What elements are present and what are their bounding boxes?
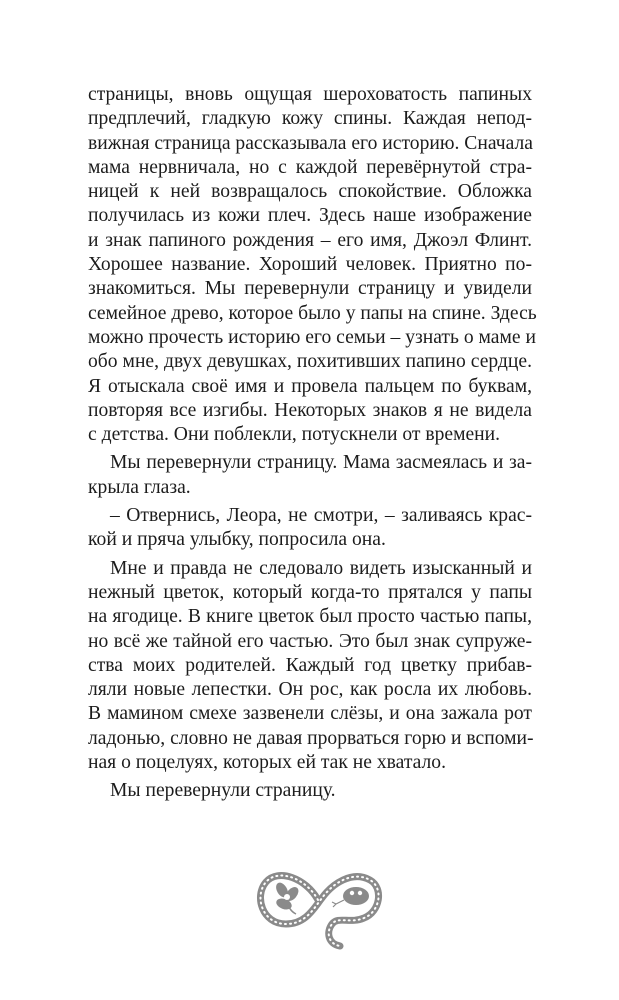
text-line: крыла глаза. [88,476,191,498]
text-line: Я отыскала своё имя и провела пальцем по буквам, [88,375,532,397]
text-line: с детства. Они поблекли, потускнели от времени. [88,424,501,446]
paragraph [88,83,537,447]
text-line: знакомиться. Мы перевернули страницу и увидели [88,278,532,300]
paragraph [88,557,532,776]
text-line: можно прочесть историю его семьи – узнать о маме и [88,326,536,348]
serpent-flower-ornament-icon [248,850,388,950]
text-line: нежный цветок, который когда-то прятался у папы [88,581,532,603]
text-line: В мамином смехе зазвенели слёзы, и она зажала рот [88,703,532,725]
text-line: ства моих родителей. Каждый год цветку прибав- [88,654,532,676]
text-line: повторяя все изгибы. Некоторых знаков я не видела [88,399,532,421]
text-line: Хорошее название. Хороший человек. Приятно по- [88,254,532,276]
text-line: страницы, вновь ощущая шероховатость папиных [88,84,532,105]
text-line: Мы перевернули страницу. [110,780,336,802]
text-line: семейное древо, которое было у папы на спине. Здесь [88,302,537,324]
text-line: кой и пряча улыбку, попросила она. [88,529,386,551]
text-line: мама нервничала, но с каждой перевёрнутой стра- [88,156,532,178]
text-line: – Отвернись, Леора, не смотри, – заливаясь крас- [110,505,532,527]
paragraph [88,504,532,553]
page-text [88,83,537,804]
paragraph [88,779,532,803]
text-line: ная о поцелуях, которых ей так не хватало. [88,752,446,774]
text-line: обо мне, двух девушках, похитивших папино сердце. [88,351,532,373]
text-line: Мы перевернули страницу. Мама засмеялась и за- [110,452,532,474]
text-line: на ягодице. В книге цветок был просто частью папы, [88,606,532,628]
text-line: ницей к ней возвращалось спокойствие. Обложка [88,181,532,203]
text-line: Мне и правда не следовало видеть изысканный и [110,557,532,579]
text-line: ладонью, словно не давая прорваться горю и вспоми- [88,727,534,749]
text-line: получилась из кожи плеч. Здесь наше изображение [88,205,532,227]
text-line: вижная страница рассказывала его историю. Сначала [88,132,533,154]
text-line: и знак папиного рождения – его имя, Джоэл Флинт. [88,229,532,251]
paragraph [88,451,532,500]
text-line: предплечий, гладкую кожу спины. Каждая непод- [88,108,532,130]
text-line: ляли новые лепестки. Он рос, как росла их любовь. [88,679,532,701]
text-line: но всё же тайной его частью. Это был знак супруже- [88,630,532,652]
